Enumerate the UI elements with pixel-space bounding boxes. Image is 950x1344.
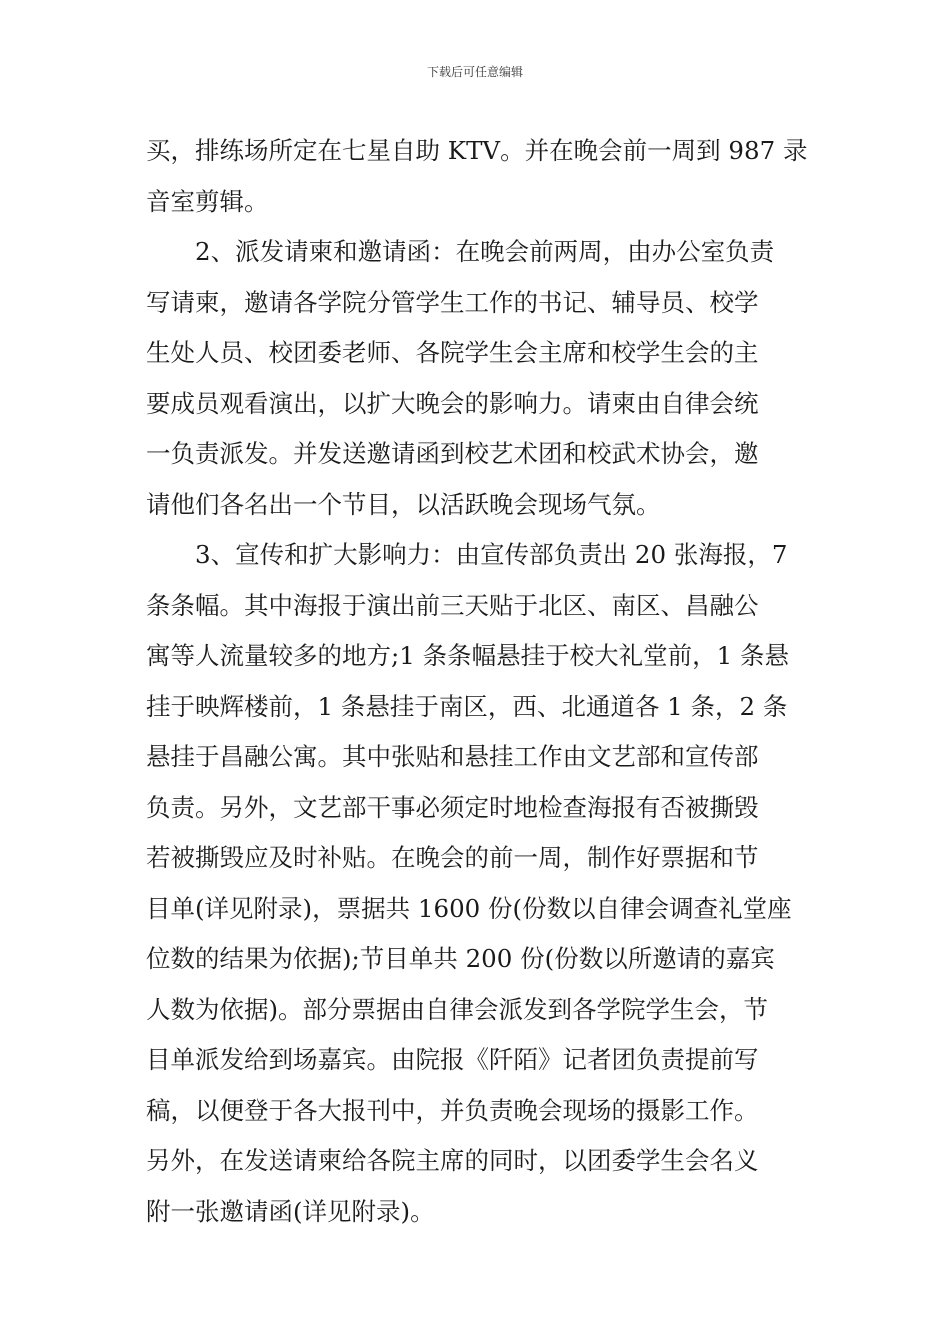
text-line: 一负责派发。并发送邀请函到校艺术团和校武术协会，邀 <box>146 439 759 468</box>
text-line: 要成员观看演出，以扩大晚会的影响力。请柬由自律会统 <box>146 388 759 418</box>
text-line: 另外，在发送请柬给各院主席的同时，以团委学生会名义 <box>146 1146 759 1175</box>
text-line: 附一张邀请函(详见附录)。 <box>146 1196 435 1226</box>
text-line: 音室剪辑。 <box>146 186 269 216</box>
text-line: 人数为依据)。部分票据由自律会派发到各学院学生会，节 <box>146 994 769 1024</box>
paragraph-start-line: 3、宣传和扩大影响力：由宣传部负责出 20 张海报，7 <box>195 540 788 569</box>
text-line: 负责。另外，文艺部干事必须定时地检查海报有否被撕毁 <box>146 792 759 822</box>
text-line: 写请柬，邀请各学院分管学生工作的书记、辅导员、校学 <box>146 287 759 317</box>
text-line: 目单(详见附录)，票据共 1600 份(份数以自律会调查礼堂座 <box>146 893 792 923</box>
text-line: 寓等人流量较多的地方;1 条条幅悬挂于校大礼堂前，1 条悬 <box>146 641 790 670</box>
text-line: 悬挂于昌融公寓。其中张贴和悬挂工作由文艺部和宣传部 <box>146 742 759 771</box>
paragraph-start-line: 2、派发请柬和邀请函：在晚会前两周，由办公室负责 <box>195 237 775 266</box>
text-line: 若被撕毁应及时补贴。在晚会的前一周，制作好票据和节 <box>146 843 759 872</box>
text-line: 买，排练场所定在七星自助 KTV。并在晚会前一周到 987 录 <box>146 136 808 165</box>
text-line: 条条幅。其中海报于演出前三天贴于北区、南区、昌融公 <box>146 590 759 620</box>
text-line: 目单派发给到场嘉宾。由院报《阡陌》记者团负责提前写 <box>146 1045 759 1074</box>
page-header: 下载后可任意编辑 <box>426 65 523 79</box>
text-line: 请他们各名出一个节目，以活跃晚会现场气氛。 <box>146 489 661 519</box>
document-body <box>146 126 806 1237</box>
text-line: 生处人员、校团委老师、各院学生会主席和校学生会的主 <box>146 338 759 367</box>
text-line: 挂于映辉楼前，1 条悬挂于南区，西、北通道各 1 条，2 条 <box>146 691 788 721</box>
text-line: 位数的结果为依据);节目单共 200 份(份数以所邀请的嘉宾 <box>146 944 775 973</box>
text-line: 稿，以便登于各大报刊中，并负责晚会现场的摄影工作。 <box>146 1095 759 1125</box>
